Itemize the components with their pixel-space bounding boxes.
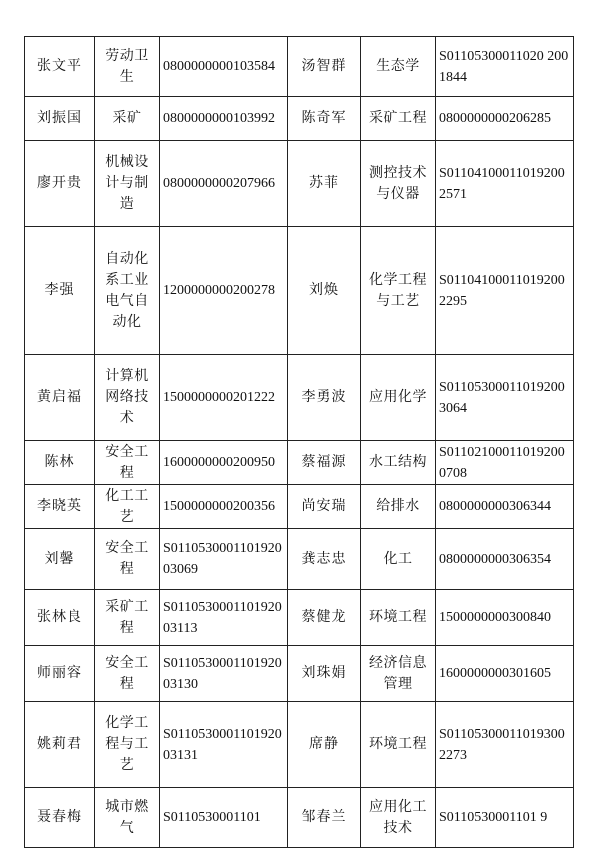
table-row bbox=[25, 590, 574, 646]
person-name: 尚安瑞 bbox=[288, 485, 361, 529]
major-cell: 化工 bbox=[361, 529, 436, 590]
certificate-number: S011041000110192002295 bbox=[436, 227, 574, 355]
person-name: 李晓英 bbox=[25, 485, 95, 529]
certificate-number: 0800000000306354 bbox=[436, 529, 574, 590]
certificate-number: S011053000110192003130 bbox=[160, 646, 288, 702]
certificate-number: S011053000110192003064 bbox=[436, 355, 574, 441]
major-cell: 自动化系工业电气自动化 bbox=[95, 227, 160, 355]
major-cell: 采矿工程 bbox=[361, 97, 436, 141]
certificate-number: S011041000110192002571 bbox=[436, 141, 574, 227]
table-row bbox=[25, 646, 574, 702]
major-cell: 化学工程与工艺 bbox=[95, 702, 160, 788]
person-name: 姚莉君 bbox=[25, 702, 95, 788]
major-cell: 化工工艺 bbox=[95, 485, 160, 529]
person-name: 张文平 bbox=[25, 37, 95, 97]
table-row bbox=[25, 141, 574, 227]
table-row bbox=[25, 529, 574, 590]
major-cell: 采矿工程 bbox=[95, 590, 160, 646]
certificate-number: S011053000110192003069 bbox=[160, 529, 288, 590]
person-name: 廖开贵 bbox=[25, 141, 95, 227]
person-name: 苏菲 bbox=[288, 141, 361, 227]
major-cell: 劳动卫生 bbox=[95, 37, 160, 97]
major-cell: 应用化学 bbox=[361, 355, 436, 441]
person-name: 蔡福源 bbox=[288, 441, 361, 485]
certificate-number: 1600000000200950 bbox=[160, 441, 288, 485]
table-row bbox=[25, 355, 574, 441]
person-name: 刘焕 bbox=[288, 227, 361, 355]
major-cell: 环境工程 bbox=[361, 702, 436, 788]
certificate-number: 1500000000200356 bbox=[160, 485, 288, 529]
major-cell: 城市燃气 bbox=[95, 788, 160, 848]
certificate-number: 1500000000300840 bbox=[436, 590, 574, 646]
person-name: 陈林 bbox=[25, 441, 95, 485]
person-name: 陈奇军 bbox=[288, 97, 361, 141]
certificate-number: S011021000110192000708 bbox=[436, 441, 574, 485]
person-name: 龚志忠 bbox=[288, 529, 361, 590]
person-name: 刘珠娟 bbox=[288, 646, 361, 702]
certificate-number: S011053000110192003131 bbox=[160, 702, 288, 788]
table-row bbox=[25, 97, 574, 141]
certificate-number: 1500000000201222 bbox=[160, 355, 288, 441]
roster-table bbox=[24, 36, 574, 848]
person-name: 师丽容 bbox=[25, 646, 95, 702]
major-cell: 经济信息管理 bbox=[361, 646, 436, 702]
certificate-number: 0800000000207966 bbox=[160, 141, 288, 227]
major-cell: 环境工程 bbox=[361, 590, 436, 646]
major-cell: 应用化工技术 bbox=[361, 788, 436, 848]
certificate-number: S011053000110193002273 bbox=[436, 702, 574, 788]
major-cell: 安全工程 bbox=[95, 529, 160, 590]
person-name: 邹春兰 bbox=[288, 788, 361, 848]
person-name: 李勇波 bbox=[288, 355, 361, 441]
certificate-number: S0110530001101 bbox=[160, 788, 288, 848]
person-name: 张林良 bbox=[25, 590, 95, 646]
major-cell: 安全工程 bbox=[95, 646, 160, 702]
major-cell: 生态学 bbox=[361, 37, 436, 97]
table-row bbox=[25, 227, 574, 355]
table-row bbox=[25, 485, 574, 529]
major-cell: 给排水 bbox=[361, 485, 436, 529]
major-cell: 安全工程 bbox=[95, 441, 160, 485]
certificate-number: 0800000000103584 bbox=[160, 37, 288, 97]
person-name: 刘馨 bbox=[25, 529, 95, 590]
certificate-number: S01105300011020 2001844 bbox=[436, 37, 574, 97]
certificate-number: 0800000000206285 bbox=[436, 97, 574, 141]
certificate-number: S0110530001101 9 bbox=[436, 788, 574, 848]
certificate-number: 1600000000301605 bbox=[436, 646, 574, 702]
certificate-number: 0800000000306344 bbox=[436, 485, 574, 529]
major-cell: 采矿 bbox=[95, 97, 160, 141]
certificate-number: 0800000000103992 bbox=[160, 97, 288, 141]
table-row bbox=[25, 37, 574, 97]
major-cell: 计算机网络技术 bbox=[95, 355, 160, 441]
certificate-number: 1200000000200278 bbox=[160, 227, 288, 355]
person-name: 刘振国 bbox=[25, 97, 95, 141]
major-cell: 机械设计与制造 bbox=[95, 141, 160, 227]
major-cell: 测控技术与仪器 bbox=[361, 141, 436, 227]
person-name: 黄启福 bbox=[25, 355, 95, 441]
table-row bbox=[25, 702, 574, 788]
major-cell: 水工结构 bbox=[361, 441, 436, 485]
person-name: 李强 bbox=[25, 227, 95, 355]
person-name: 蔡健龙 bbox=[288, 590, 361, 646]
person-name: 席静 bbox=[288, 702, 361, 788]
certificate-number: S011053000110192003113 bbox=[160, 590, 288, 646]
table-row bbox=[25, 788, 574, 848]
person-name: 汤智群 bbox=[288, 37, 361, 97]
major-cell: 化学工程与工艺 bbox=[361, 227, 436, 355]
table-row bbox=[25, 441, 574, 485]
person-name: 聂春梅 bbox=[25, 788, 95, 848]
